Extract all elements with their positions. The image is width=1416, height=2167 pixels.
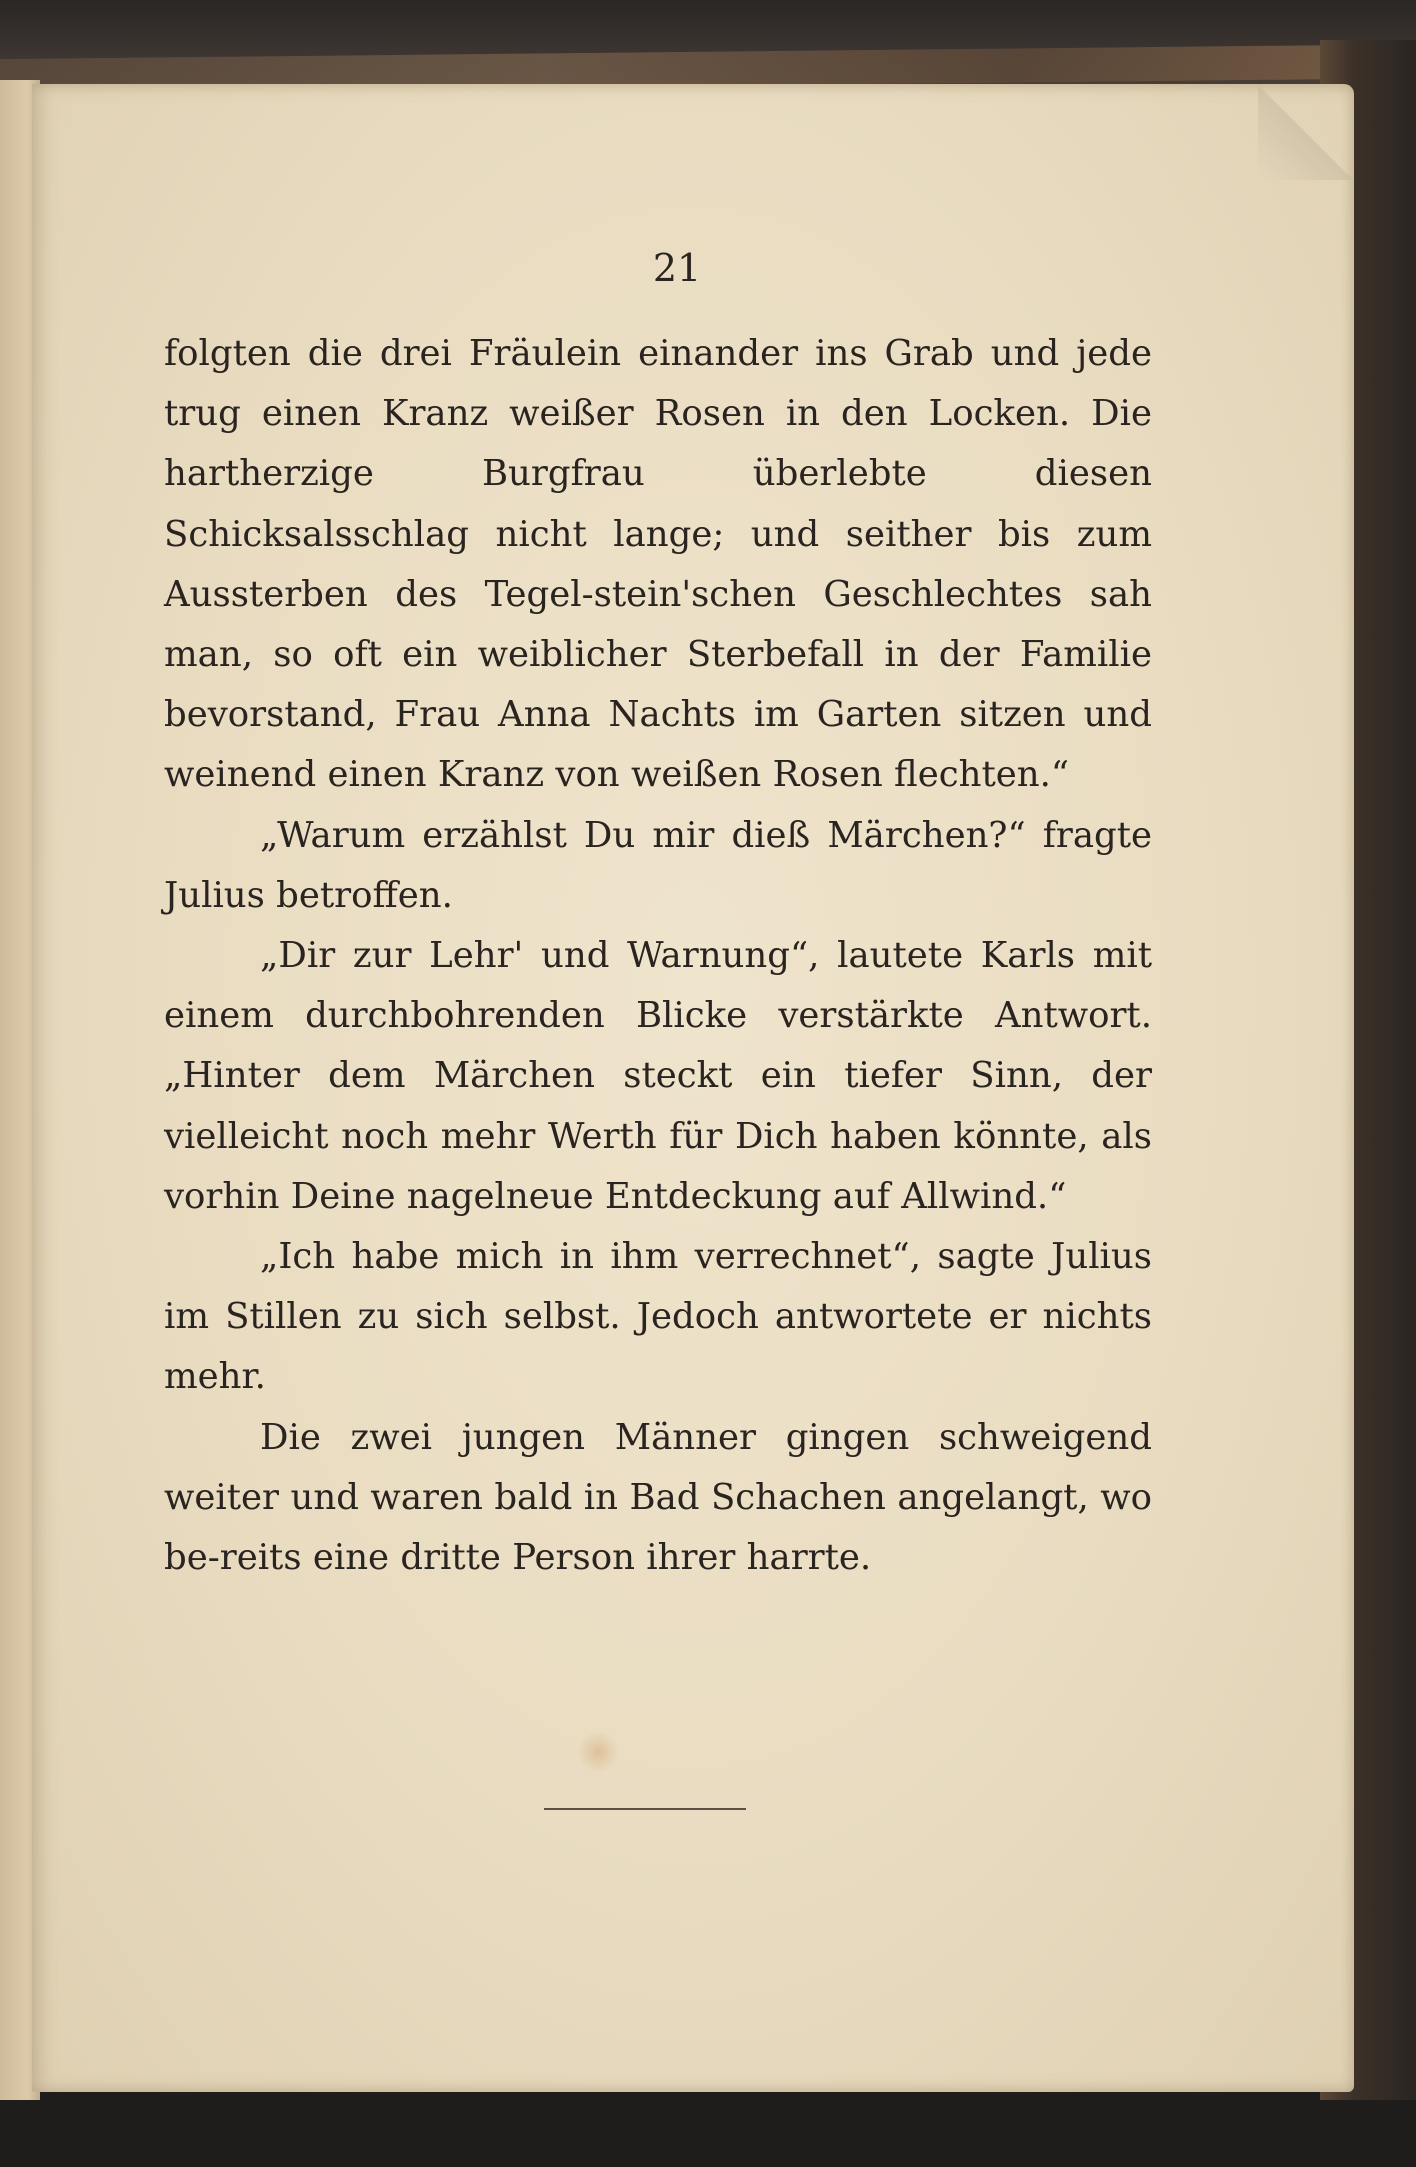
section-end-rule — [544, 1808, 746, 1810]
book-page — [32, 84, 1354, 2092]
paragraph-4: „Ich habe mich in ihm verrechnet“, sagte Julius im Stillen zu sich selbst. Jedoch antwortete er nichts mehr. — [164, 1236, 1152, 1398]
page-number: 21 — [652, 246, 702, 290]
paragraph-5: Die zwei jungen Männer gingen schweigend weiter und waren bald in Bad Schachen angelangt, wo be-reits eine dritte Person ihrer harrte. — [164, 1416, 1152, 1579]
paragraph-1: folgten die drei Fräulein einander ins Grab und jede trug einen Kranz weißer Rosen in den Locken. Die hartherzige Burgfrau überlebte diesen Schicksalsschlag nicht lange; und seither bis zum Aussterben des Tegel-stein'schen Geschlechtes sah man, so oft ein weiblicher Sterbefall in der Familie bevorstand, Frau Anna Nachts im Garten sitzen und weinend einen Kranz von weißen Rosen flechten.“ — [164, 333, 1152, 796]
page-text — [164, 324, 1152, 1588]
paper-stain — [576, 1732, 620, 1772]
paragraph-2: „Warum erzählst Du mir dieß Märchen?“ fragte Julius betroffen. — [164, 814, 1152, 916]
page-corner-fold — [1258, 84, 1354, 180]
paragraph-3: „Dir zur Lehr' und Warnung“, lautete Karls mit einem durchbohrenden Blicke verstärkte Antwort. „Hinter dem Märchen steckt ein tiefer Sinn, der vielleicht noch mehr Werth für Dich haben könnte, als vorhin Deine nagelneue Entdeckung auf Allwind.“ — [164, 935, 1152, 1217]
